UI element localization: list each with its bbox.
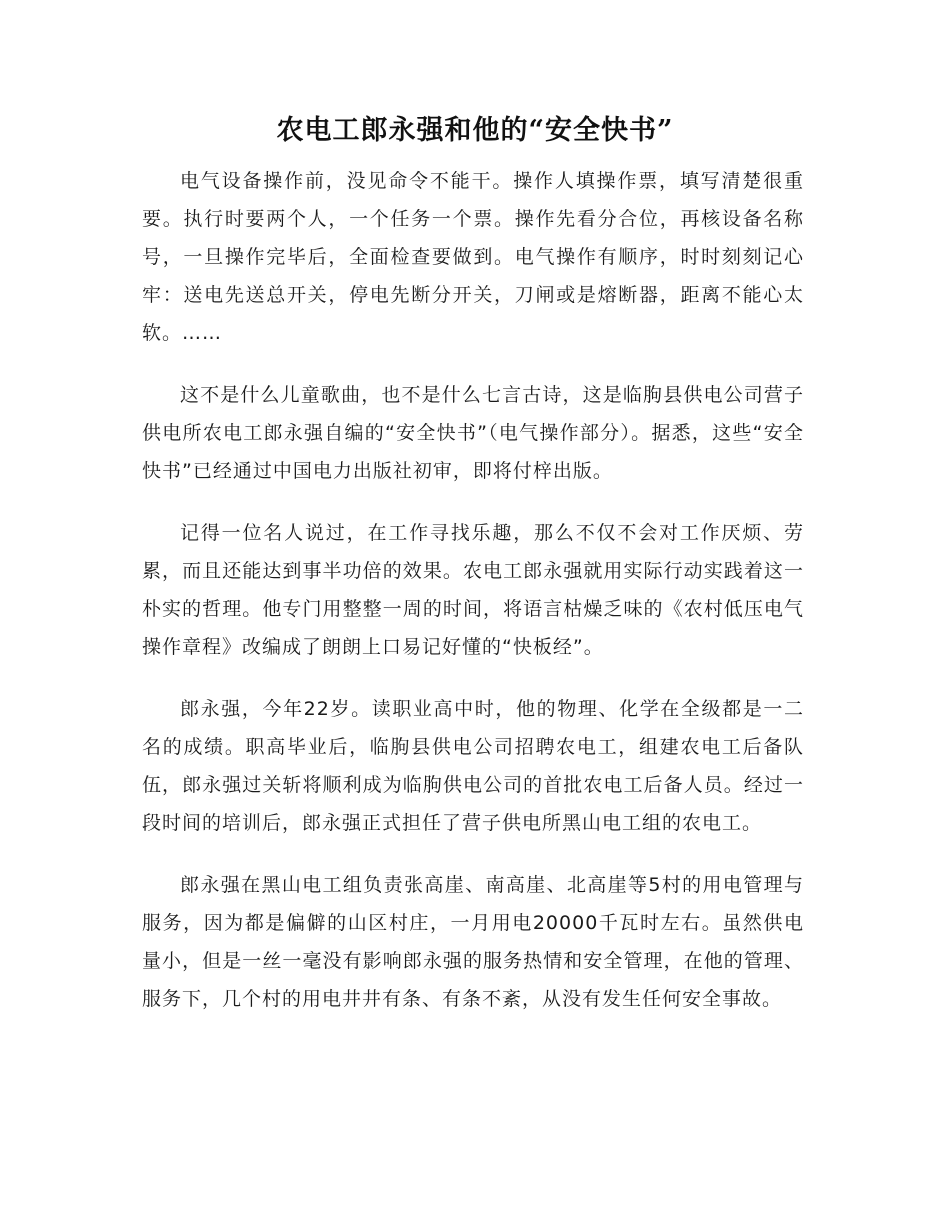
paragraph-4: 郎永强，今年22岁。读职业高中时，他的物理、化学在全级都是一二名的成绩。职高毕业后，临朐县供电公司招聘农电工，组建农电工后备队伍，郎永强过关斩将顺利成为临朐供电公司的首批农电工后备人员。经过一段时间的培训后，郎永强正式担任了营子供电所黑山电工组的农电工。 <box>142 698 804 834</box>
paragraph-5: 郎永强在黑山电工组负责张高崖、南高崖、北高崖等5村的用电管理与服务，因为都是偏僻的山区村庄，一月用电20000千瓦时左右。虽然供电量小，但是一丝一毫没有影响郎永强的服务热情和安全管理，在他的管理、服务下，几个村的用电井井有条、有条不紊，从没有发生任何安全事故。 <box>142 874 804 1010</box>
paragraph-1: 电气设备操作前，没见命令不能干。操作人填操作票，填写清楚很重要。执行时要两个人，一个任务一个票。操作先看分合位，再核设备名称号，一旦操作完毕后，全面检查要做到。电气操作有顺序，时时刻刻记心牢：送电先送总开关，停电先断分开关，刀闸或是熔断器，距离不能心太软。…… <box>142 170 804 344</box>
document-body <box>142 162 804 1042</box>
document-title: 农电工郎永强和他的“安全快书” <box>276 115 674 146</box>
paragraph-2: 这不是什么儿童歌曲，也不是什么七言古诗，这是临朐县供电公司营子供电所农电工郎永强自编的“安全快书”（电气操作部分）。据悉，这些“安全快书”已经通过中国电力出版社初审，即将付梓出版。 <box>142 384 804 482</box>
paragraph-3: 记得一位名人说过，在工作寻找乐趣，那么不仅不会对工作厌烦、劳累，而且还能达到事半功倍的效果。农电工郎永强就用实际行动实践着这一朴实的哲理。他专门用整整一周的时间，将语言枯燥乏味的《农村低压电气操作章程》改编成了朗朗上口易记好懂的“快板经”。 <box>142 522 804 658</box>
